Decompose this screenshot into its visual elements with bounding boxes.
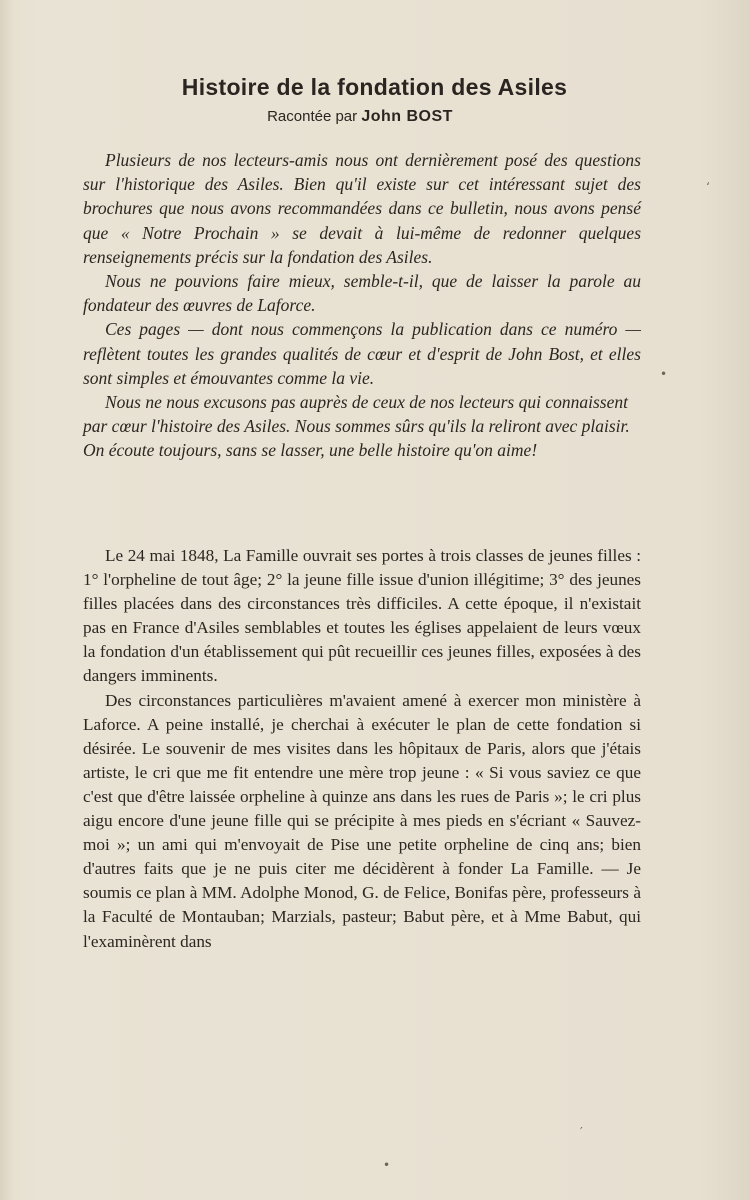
margin-speck: • <box>383 1158 391 1172</box>
article-body <box>83 544 641 954</box>
byline-prefix: Racontée par <box>267 108 358 125</box>
margin-speck: • <box>660 367 668 381</box>
intro-paragraph: Nous ne pouvions faire mieux, semble-t-il, que de laisser la parole au fondateur des œuvres de Laforce. <box>83 271 641 316</box>
article-byline <box>0 108 720 126</box>
margin-speck: ‘ <box>706 180 710 194</box>
margin-speck: ′ <box>580 1125 583 1139</box>
intro-paragraph: Plusieurs de nos lecteurs-amis nous ont dernièrement posé des questions sur l'historique des Asiles. Bien qu'il existe sur cet intéressant sujet des brochures que nous avons recommandées dans ce bulletin, nous avons pensé que « Notre Prochain » se devait à lui-même de redonner quelques renseignements précis sur la fondation des Asiles. <box>83 150 641 267</box>
editorial-intro <box>83 148 641 463</box>
byline-author: John BOST <box>361 108 453 125</box>
body-paragraph: Des circonstances particulières m'avaient amené à exercer mon ministère à Laforce. A peine installé, je cherchai à exécuter le plan de cette fondation si désirée. Le souvenir de mes visites dans les hôpitaux de Paris, alors que j'étais artiste, le cri que me fit entendre une mère trop jeune : « Si vous saviez ce que c'est que d'être laissée orpheline à quinze ans dans les rues de Paris »; le cri plus aigu encore d'une jeune fille qui se précipite à mes pieds en s'écriant « Sauvez-moi »; un ami qui m'envoyait de Pise une petite orpheline de cinq ans; bien d'autres faits que je ne puis citer me décidèrent à fonder La Famille. — Je soumis ce plan à MM. Adolphe Monod, G. de Felice, Bonifas père, professeurs à la Faculté de Montauban; Marzials, pasteur; Babut père, et à Mme Babut, qui l'examinèrent dans <box>83 690 641 951</box>
intro-paragraph: Nous ne nous excusons pas auprès de ceux de nos lecteurs qui connaissent par cœur l'histoire des Asiles. Nous sommes sûrs qu'ils la reliront avec plaisir. On écoute toujours, sans se lasser, une belle histoire qu'on aime! <box>83 392 630 461</box>
intro-paragraph: Ces pages — dont nous commençons la publication dans ce numéro — reflètent toutes les grandes qualités de cœur et d'esprit de John Bost, et elles sont simples et émouvantes comme la vie. <box>83 319 641 388</box>
body-paragraph: Le 24 mai 1848, La Famille ouvrait ses portes à trois classes de jeunes filles : 1° l'orpheline de tout âge; 2° la jeune fille issue d'union illégitime; 3° des jeunes filles placées dans des circonstances très difficiles. A cette époque, il n'existait pas en France d'Asiles semblables et toutes les églises appelaient de leurs vœux la fondation d'un établissement qui pût recueillir ces jeunes filles, exposées à des dangers imminents. <box>83 546 641 686</box>
article-title: Histoire de la fondation des Asiles <box>181 74 568 100</box>
